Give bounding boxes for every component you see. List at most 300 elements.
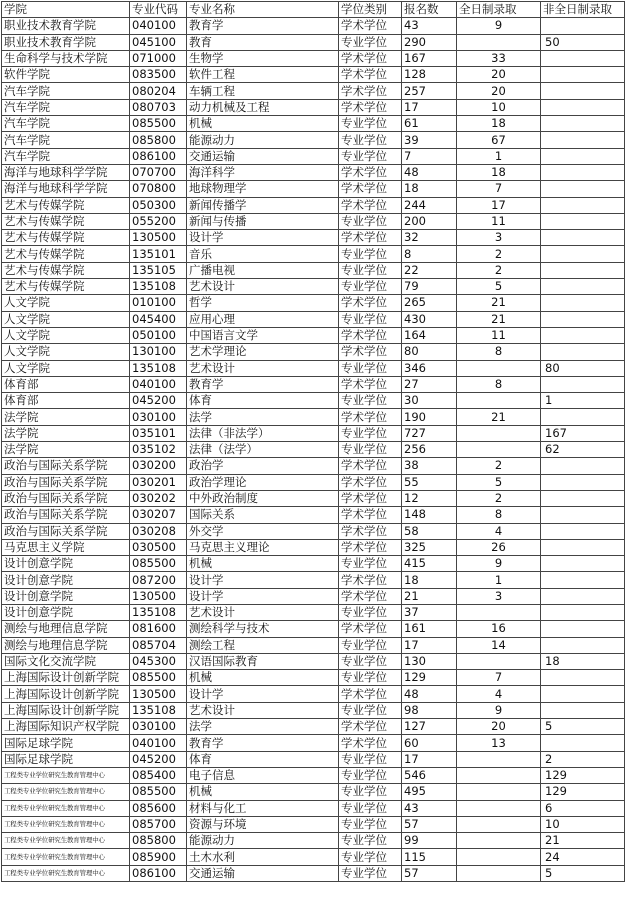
cell-college: 国际足球学院 [2,751,130,767]
cell-applicants: 127 [402,719,457,735]
table-row [2,425,625,441]
cell-college: 工程类专业学位研究生教育管理中心 [2,816,130,832]
cell-major-code: 055200 [130,213,187,229]
cell-college: 马克思主义学院 [2,539,130,555]
cell-major-code: 130500 [130,230,187,246]
cell-major-name: 新闻传播学 [187,197,339,213]
cell-parttime-admitted: 80 [541,360,625,376]
cell-parttime-admitted [541,376,625,392]
cell-college: 汽车学院 [2,132,130,148]
cell-college: 设计创意学院 [2,588,130,604]
cell-applicants: 161 [402,621,457,637]
cell-fulltime-admitted: 7 [457,670,541,686]
cell-major-code: 085500 [130,556,187,572]
cell-fulltime-admitted: 8 [457,507,541,523]
cell-major-code: 035102 [130,442,187,458]
cell-fulltime-admitted: 7 [457,181,541,197]
table-row [2,213,625,229]
table-row [2,637,625,653]
cell-college: 法学院 [2,425,130,441]
cell-college: 人文学院 [2,360,130,376]
cell-major-code: 135101 [130,246,187,262]
cell-college: 法学院 [2,442,130,458]
cell-applicants: 21 [402,588,457,604]
cell-parttime-admitted [541,18,625,34]
cell-degree-type: 学术学位 [339,507,402,523]
cell-parttime-admitted [541,507,625,523]
table-row [2,18,625,34]
cell-applicants: 12 [402,490,457,506]
cell-applicants: 290 [402,34,457,50]
cell-applicants: 325 [402,539,457,555]
cell-college: 国际足球学院 [2,735,130,751]
cell-parttime-admitted: 50 [541,34,625,50]
cell-fulltime-admitted: 2 [457,262,541,278]
cell-fulltime-admitted [457,425,541,441]
table-row [2,327,625,343]
cell-major-name: 中外政治制度 [187,490,339,506]
cell-fulltime-admitted: 9 [457,18,541,34]
cell-parttime-admitted [541,686,625,702]
cell-college: 国际文化交流学院 [2,653,130,669]
cell-fulltime-admitted [457,849,541,865]
cell-college: 工程类专业学位研究生教育管理中心 [2,833,130,849]
cell-college: 汽车学院 [2,116,130,132]
cell-college: 海洋与地球科学学院 [2,164,130,180]
table-row [2,181,625,197]
cell-major-name: 广播电视 [187,262,339,278]
cell-major-name: 艺术设计 [187,360,339,376]
cell-applicants: 61 [402,116,457,132]
cell-degree-type: 专业学位 [339,702,402,718]
table-row [2,116,625,132]
table-row [2,132,625,148]
cell-parttime-admitted: 129 [541,767,625,783]
cell-fulltime-admitted [457,360,541,376]
table-row [2,295,625,311]
header-degree-type: 学位类别 [339,2,402,18]
cell-applicants: 430 [402,311,457,327]
table-row [2,816,625,832]
cell-college: 上海国际设计创新学院 [2,670,130,686]
cell-parttime-admitted: 5 [541,865,625,881]
cell-degree-type: 专业学位 [339,132,402,148]
table-row [2,50,625,66]
cell-major-name: 政治学 [187,458,339,474]
cell-fulltime-admitted: 1 [457,572,541,588]
cell-college: 工程类专业学位研究生教育管理中心 [2,800,130,816]
cell-college: 人文学院 [2,327,130,343]
cell-parttime-admitted: 129 [541,784,625,800]
cell-fulltime-admitted: 9 [457,556,541,572]
cell-parttime-admitted [541,246,625,262]
cell-parttime-admitted [541,230,625,246]
cell-degree-type: 专业学位 [339,262,402,278]
table-row [2,99,625,115]
cell-fulltime-admitted [457,865,541,881]
cell-applicants: 80 [402,344,457,360]
cell-degree-type: 学术学位 [339,588,402,604]
cell-fulltime-admitted: 26 [457,539,541,555]
cell-parttime-admitted [541,604,625,620]
cell-parttime-admitted: 6 [541,800,625,816]
header-row [2,2,625,18]
cell-major-name: 应用心理 [187,311,339,327]
cell-parttime-admitted [541,164,625,180]
cell-major-code: 030500 [130,539,187,555]
cell-major-name: 教育学 [187,735,339,751]
cell-college: 艺术与传媒学院 [2,213,130,229]
cell-parttime-admitted [541,637,625,653]
table-row [2,523,625,539]
cell-fulltime-admitted: 2 [457,458,541,474]
cell-fulltime-admitted: 4 [457,523,541,539]
cell-college: 艺术与传媒学院 [2,246,130,262]
cell-degree-type: 专业学位 [339,116,402,132]
table-row [2,164,625,180]
table-row [2,604,625,620]
cell-college: 艺术与传媒学院 [2,279,130,295]
cell-major-name: 国际关系 [187,507,339,523]
cell-applicants: 190 [402,409,457,425]
cell-fulltime-admitted [457,816,541,832]
cell-fulltime-admitted: 20 [457,67,541,83]
cell-applicants: 244 [402,197,457,213]
table-row [2,572,625,588]
cell-major-code: 030200 [130,458,187,474]
cell-fulltime-admitted: 9 [457,702,541,718]
cell-applicants: 727 [402,425,457,441]
cell-parttime-admitted [541,572,625,588]
cell-fulltime-admitted: 8 [457,344,541,360]
cell-degree-type: 学术学位 [339,686,402,702]
cell-college: 工程类专业学位研究生教育管理中心 [2,784,130,800]
cell-fulltime-admitted [457,751,541,767]
cell-degree-type: 专业学位 [339,279,402,295]
cell-applicants: 39 [402,132,457,148]
cell-applicants: 129 [402,670,457,686]
cell-fulltime-admitted [457,833,541,849]
cell-applicants: 115 [402,849,457,865]
cell-applicants: 60 [402,735,457,751]
cell-applicants: 43 [402,18,457,34]
cell-degree-type: 学术学位 [339,572,402,588]
cell-degree-type: 学术学位 [339,50,402,66]
cell-parttime-admitted [541,702,625,718]
table-row [2,474,625,490]
cell-fulltime-admitted [457,653,541,669]
cell-degree-type: 学术学位 [339,67,402,83]
cell-major-code: 086100 [130,865,187,881]
cell-major-code: 045200 [130,751,187,767]
cell-major-code: 081600 [130,621,187,637]
table-row [2,735,625,751]
cell-fulltime-admitted: 18 [457,164,541,180]
cell-college: 政治与国际关系学院 [2,523,130,539]
cell-degree-type: 专业学位 [339,360,402,376]
cell-college: 体育部 [2,393,130,409]
cell-degree-type: 专业学位 [339,556,402,572]
cell-college: 汽车学院 [2,148,130,164]
cell-parttime-admitted [541,50,625,66]
cell-college: 法学院 [2,409,130,425]
cell-major-code: 086100 [130,148,187,164]
cell-major-name: 车辆工程 [187,83,339,99]
cell-college: 人文学院 [2,295,130,311]
cell-applicants: 55 [402,474,457,490]
cell-major-code: 070800 [130,181,187,197]
table-row [2,393,625,409]
cell-major-name: 音乐 [187,246,339,262]
cell-fulltime-admitted: 16 [457,621,541,637]
cell-major-name: 设计学 [187,230,339,246]
cell-major-code: 050300 [130,197,187,213]
cell-applicants: 265 [402,295,457,311]
cell-fulltime-admitted: 5 [457,474,541,490]
cell-major-code: 135105 [130,262,187,278]
table-row [2,751,625,767]
cell-parttime-admitted: 1 [541,393,625,409]
cell-major-code: 040100 [130,18,187,34]
cell-parttime-admitted: 2 [541,751,625,767]
cell-college: 测绘与地理信息学院 [2,621,130,637]
cell-parttime-admitted [541,148,625,164]
cell-major-code: 085400 [130,767,187,783]
cell-college: 人文学院 [2,344,130,360]
table-row [2,556,625,572]
cell-fulltime-admitted: 33 [457,50,541,66]
cell-major-code: 083500 [130,67,187,83]
cell-parttime-admitted [541,539,625,555]
table-row [2,83,625,99]
cell-major-name: 材料与化工 [187,800,339,816]
cell-major-code: 130500 [130,588,187,604]
cell-major-name: 艺术学理论 [187,344,339,360]
cell-degree-type: 学术学位 [339,181,402,197]
cell-applicants: 58 [402,523,457,539]
table-row [2,360,625,376]
cell-major-code: 030208 [130,523,187,539]
table-row [2,653,625,669]
cell-fulltime-admitted: 3 [457,230,541,246]
cell-major-name: 法学 [187,719,339,735]
cell-degree-type: 专业学位 [339,816,402,832]
cell-major-code: 130100 [130,344,187,360]
cell-major-name: 哲学 [187,295,339,311]
cell-major-name: 软件工程 [187,67,339,83]
cell-degree-type: 专业学位 [339,653,402,669]
cell-major-name: 电子信息 [187,767,339,783]
cell-major-code: 030202 [130,490,187,506]
cell-fulltime-admitted [457,393,541,409]
table-row [2,849,625,865]
table-row [2,458,625,474]
table-row [2,442,625,458]
cell-degree-type: 学术学位 [339,490,402,506]
cell-major-code: 030201 [130,474,187,490]
cell-college: 测绘与地理信息学院 [2,637,130,653]
cell-college: 艺术与传媒学院 [2,197,130,213]
cell-major-code: 045100 [130,34,187,50]
cell-major-name: 能源动力 [187,833,339,849]
cell-applicants: 18 [402,572,457,588]
cell-parttime-admitted [541,327,625,343]
cell-parttime-admitted: 5 [541,719,625,735]
cell-major-name: 艺术设计 [187,279,339,295]
cell-applicants: 17 [402,751,457,767]
table-row [2,800,625,816]
cell-parttime-admitted: 24 [541,849,625,865]
cell-college: 艺术与传媒学院 [2,262,130,278]
cell-major-name: 教育学 [187,18,339,34]
cell-parttime-admitted [541,116,625,132]
cell-applicants: 57 [402,865,457,881]
cell-major-code: 130500 [130,686,187,702]
cell-parttime-admitted [541,213,625,229]
cell-major-name: 交通运输 [187,865,339,881]
cell-fulltime-admitted [457,442,541,458]
cell-major-code: 030100 [130,719,187,735]
cell-applicants: 32 [402,230,457,246]
cell-major-code: 135108 [130,604,187,620]
cell-college: 政治与国际关系学院 [2,458,130,474]
cell-fulltime-admitted: 8 [457,376,541,392]
table-row [2,621,625,637]
cell-college: 汽车学院 [2,83,130,99]
table-row [2,507,625,523]
cell-college: 汽车学院 [2,99,130,115]
cell-applicants: 43 [402,800,457,816]
cell-fulltime-admitted: 21 [457,409,541,425]
cell-applicants: 130 [402,653,457,669]
cell-major-name: 动力机械及工程 [187,99,339,115]
cell-applicants: 346 [402,360,457,376]
cell-fulltime-admitted: 5 [457,279,541,295]
cell-degree-type: 专业学位 [339,637,402,653]
cell-degree-type: 学术学位 [339,327,402,343]
cell-major-code: 085500 [130,670,187,686]
cell-major-code: 045200 [130,393,187,409]
cell-degree-type: 学术学位 [339,18,402,34]
cell-fulltime-admitted: 21 [457,295,541,311]
cell-major-code: 085500 [130,784,187,800]
table-row [2,34,625,50]
cell-degree-type: 学术学位 [339,197,402,213]
cell-major-code: 045300 [130,653,187,669]
cell-major-name: 艺术设计 [187,604,339,620]
cell-major-name: 测绘工程 [187,637,339,653]
cell-degree-type: 专业学位 [339,393,402,409]
cell-parttime-admitted [541,99,625,115]
cell-degree-type: 学术学位 [339,409,402,425]
cell-degree-type: 学术学位 [339,83,402,99]
cell-major-name: 设计学 [187,686,339,702]
cell-degree-type: 学术学位 [339,376,402,392]
cell-major-name: 汉语国际教育 [187,653,339,669]
cell-fulltime-admitted [457,604,541,620]
cell-fulltime-admitted: 18 [457,116,541,132]
cell-major-code: 070700 [130,164,187,180]
cell-major-code: 050100 [130,327,187,343]
cell-applicants: 257 [402,83,457,99]
cell-degree-type: 学术学位 [339,99,402,115]
cell-fulltime-admitted: 20 [457,83,541,99]
cell-fulltime-admitted: 13 [457,735,541,751]
table-row [2,865,625,881]
cell-major-name: 机械 [187,556,339,572]
cell-fulltime-admitted [457,800,541,816]
cell-degree-type: 学术学位 [339,621,402,637]
cell-major-code: 085900 [130,849,187,865]
header-major-code: 专业代码 [130,2,187,18]
table-row [2,833,625,849]
cell-parttime-admitted: 21 [541,833,625,849]
cell-major-code: 071000 [130,50,187,66]
cell-degree-type: 专业学位 [339,670,402,686]
cell-degree-type: 专业学位 [339,849,402,865]
cell-applicants: 164 [402,327,457,343]
cell-major-name: 机械 [187,670,339,686]
table-row [2,376,625,392]
cell-college: 政治与国际关系学院 [2,474,130,490]
cell-applicants: 48 [402,164,457,180]
cell-parttime-admitted: 18 [541,653,625,669]
cell-applicants: 415 [402,556,457,572]
cell-college: 设计创意学院 [2,572,130,588]
cell-major-name: 测绘科学与技术 [187,621,339,637]
cell-major-name: 机械 [187,784,339,800]
cell-major-name: 艺术设计 [187,702,339,718]
table-row [2,719,625,735]
table-row [2,262,625,278]
cell-fulltime-admitted: 11 [457,213,541,229]
cell-applicants: 30 [402,393,457,409]
cell-applicants: 167 [402,50,457,66]
cell-major-code: 085800 [130,132,187,148]
cell-parttime-admitted [541,621,625,637]
cell-parttime-admitted [541,344,625,360]
cell-major-name: 机械 [187,116,339,132]
cell-fulltime-admitted: 2 [457,490,541,506]
cell-major-code: 085704 [130,637,187,653]
cell-applicants: 7 [402,148,457,164]
cell-college: 上海国际设计创新学院 [2,686,130,702]
cell-degree-type: 专业学位 [339,833,402,849]
cell-parttime-admitted [541,181,625,197]
cell-college: 海洋与地球科学学院 [2,181,130,197]
cell-fulltime-admitted: 20 [457,719,541,735]
cell-major-name: 能源动力 [187,132,339,148]
cell-major-name: 资源与环境 [187,816,339,832]
cell-degree-type: 学术学位 [339,539,402,555]
table-row [2,539,625,555]
cell-parttime-admitted [541,409,625,425]
cell-degree-type: 专业学位 [339,246,402,262]
cell-fulltime-admitted [457,767,541,783]
cell-degree-type: 学术学位 [339,230,402,246]
cell-fulltime-admitted: 4 [457,686,541,702]
cell-major-code: 135108 [130,279,187,295]
cell-parttime-admitted: 62 [541,442,625,458]
cell-major-name: 交通运输 [187,148,339,164]
cell-applicants: 27 [402,376,457,392]
cell-applicants: 495 [402,784,457,800]
cell-parttime-admitted [541,474,625,490]
cell-major-name: 中国语言文学 [187,327,339,343]
cell-college: 人文学院 [2,311,130,327]
cell-major-code: 040100 [130,735,187,751]
cell-applicants: 79 [402,279,457,295]
